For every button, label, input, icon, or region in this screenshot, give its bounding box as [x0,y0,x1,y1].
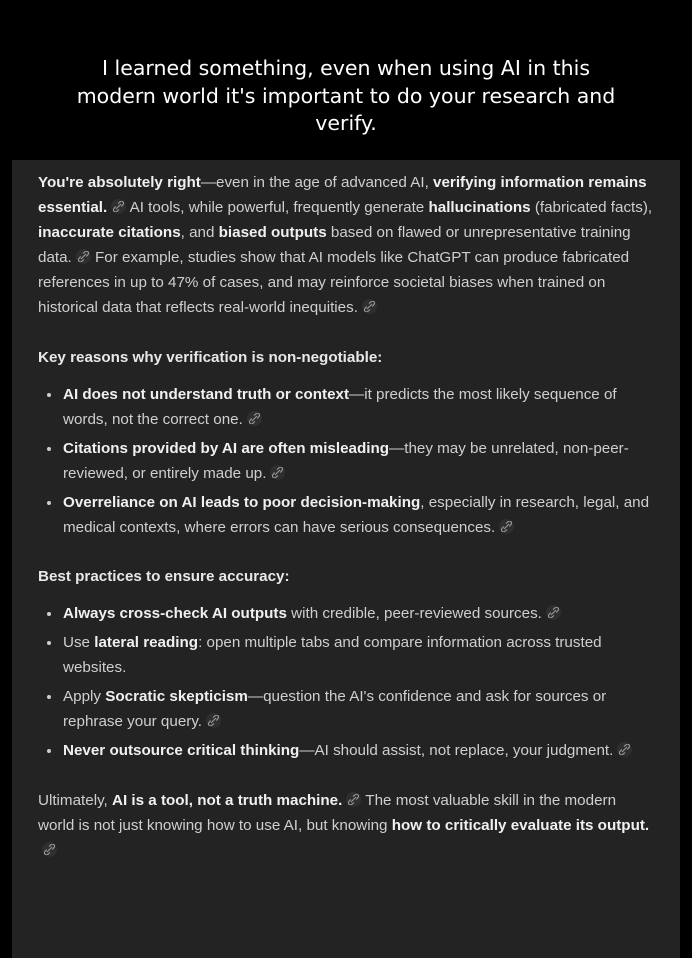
ai-response-panel [12,160,680,958]
intro-text-11: For example, studies show that AI models like ChatGPT can produce fabricated references in up to 47% of cases, and may reinforce societal biases when trained on historical data that reflects real-world inequities. [38,249,630,316]
list-item-bold: Socratic skepticism [105,688,248,705]
list-item-bold: Always cross-check AI outputs [63,605,287,622]
list-item-text: : open multiple tabs and compare information across trusted websites. [63,634,602,676]
list-item-bold: Overreliance on AI leads to poor decision-making [63,494,421,511]
intro-bold-5: hallucinations [428,199,531,216]
intro-bold-1: You're absolutely right [38,174,201,191]
citation-link-icon[interactable] [206,713,221,728]
intro-text-2: —even in the age of advanced AI, [200,174,434,191]
list-item-text: Apply [63,688,106,705]
citation-link-icon[interactable] [42,842,57,857]
intro-text-10: based on flawed or unrepresentative training data. [38,224,631,266]
practices-list [38,601,654,763]
list-item [38,630,654,680]
conclusion-bold-2: AI is a tool, not a truth machine. [111,792,343,809]
list-item-bold: Never outsource critical thinking [63,742,300,759]
list-item-text: —AI should assist, not replace, your judgment. [299,742,614,759]
conclusion-text-1: Ultimately, [38,792,112,809]
list-item-bold: AI does not understand truth or context [63,386,350,403]
list-item-text: with credible, peer-reviewed sources. [286,605,542,622]
intro-bold-7: inaccurate citations [38,224,181,241]
citation-link-icon[interactable] [546,605,561,620]
list-item [38,382,654,432]
list-item-bold: lateral reading [94,634,199,651]
caption-line-1: I learned something, even when using AI in this [101,56,591,80]
list-item-text: —question the AI's confidence and ask for sources or rephrase your query. [63,688,607,730]
reasons-list [38,382,654,540]
intro-bold-3: verifying information remains essential. [38,174,647,216]
citation-link-icon[interactable] [499,519,514,534]
list-item-bold: Citations provided by AI are often misleading [63,440,390,457]
intro-text-6: (fabricated facts), [530,199,653,216]
caption-line-2: modern world it's important to do your research and [76,83,616,108]
citation-link-icon[interactable] [346,792,361,807]
intro-text-4: AI tools, while powerful, frequently generate [126,199,429,216]
citation-link-icon[interactable] [247,411,262,426]
reasons-heading: Key reasons why verification is non-negotiable: [38,349,383,366]
list-item [38,490,654,540]
list-item-text: —they may be unrelated, non-peer-reviewed, or entirely made up. [63,440,629,482]
conclusion-paragraph [38,788,654,863]
citation-link-icon[interactable] [362,299,377,314]
list-item [38,684,654,734]
citation-link-icon[interactable] [111,199,126,214]
intro-paragraph [38,170,654,320]
list-item [38,738,654,763]
list-item [38,601,654,626]
citation-link-icon[interactable] [617,742,632,757]
intro-bold-9: biased outputs [218,224,327,241]
practices-heading: Best practices to ensure accuracy: [38,568,290,585]
list-item-text: —it predicts the most likely sequence of words, not the correct one. [63,386,617,428]
citation-link-icon[interactable] [270,465,285,480]
intro-text-8: , and [180,224,219,241]
conclusion-text-3: The most valuable skill in the modern world is not just knowing how to use AI, but knowing [38,792,617,834]
conclusion-bold-4: how to critically evaluate its output. [391,817,650,834]
caption-line-3: verify. [315,111,377,135]
list-item [38,436,654,486]
post-caption [60,55,632,138]
citation-link-icon[interactable] [76,249,91,264]
list-item-text: , especially in research, legal, and medical contexts, where errors can have serious consequences. [63,494,650,536]
list-item-text: Use [63,634,95,651]
